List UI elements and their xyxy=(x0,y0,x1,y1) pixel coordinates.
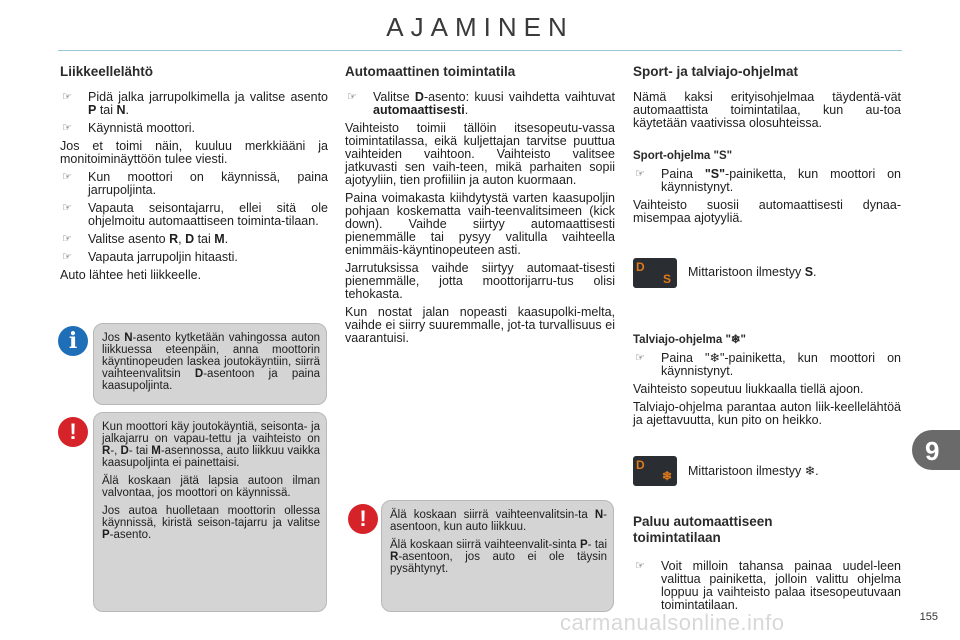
pointer-icon: ☞ xyxy=(62,251,72,263)
paragraph: Talviajo-ohjelma parantaa auton liik-keellelähtöä ja ajettavuutta, kun pito on heikko. xyxy=(633,400,901,427)
pointer-icon: ☞ xyxy=(347,91,357,103)
column-1 xyxy=(60,64,328,287)
paragraph: Kun nostat jalan nopeasti kaasupolki-melta, vaihde ei siirry suuremmalle, jot-ta turvallisuus ei vaarantuisi. xyxy=(345,305,615,345)
section-heading-programs: Sport- ja talviajo-ohjelmat xyxy=(633,64,799,79)
chapter-number: 9 xyxy=(925,436,940,466)
pointer-icon: ☞ xyxy=(635,560,645,572)
paragraph: Vaihteisto sopeutuu liukkaalla tiellä ajoon. xyxy=(633,382,864,396)
snowflake-icon: ❄ xyxy=(662,469,673,483)
column-3-return xyxy=(633,514,901,617)
paragraph: Nämä kaksi erityisohjelmaa täydentä-vät automaattista toimintatilaa, kun au-toa käytetään vaativissa olosuhteissa. xyxy=(633,90,901,130)
list-item: ☞ Vapauta jarrupoljin hitaasti. xyxy=(62,250,238,264)
pointer-icon: ☞ xyxy=(62,91,72,103)
list-item: ☞ Paina "❄"-painiketta, kun moottori on käynnistynyt. xyxy=(635,351,901,378)
steps-list-a xyxy=(60,91,328,135)
warning-text: Älä koskaan siirrä vaihteenvalit-sinta P- tai R-asentoon, jos auto ei ole täysin pysähtynyt. xyxy=(390,539,608,575)
list-item: ☞ Käynnistä moottori. xyxy=(62,121,195,135)
pointer-icon: ☞ xyxy=(635,168,645,180)
section-heading-automatic: Automaattinen toimintatila xyxy=(345,64,516,79)
pointer-icon: ☞ xyxy=(62,202,72,214)
subheading-winter: Talviajo-ohjelma "❄" xyxy=(633,334,746,346)
sport-indicator-icon xyxy=(633,258,677,288)
list-item: ☞ Valitse D-asento: kuusi vaihdetta vaihtuvat automaattisesti. xyxy=(347,90,615,117)
section-heading-start: Liikkeellelähtö xyxy=(60,64,154,79)
paragraph: Vaihteisto suosii automaattisesti dynaa-misempaa ajotyyliä. xyxy=(633,198,901,225)
page-title: AJAMINEN xyxy=(386,12,574,42)
warning-text: Älä koskaan siirrä vaihteenvalitsin-ta N-asentoon, kun auto liikkuu. xyxy=(390,509,607,533)
steps-list xyxy=(345,91,615,117)
pointer-icon: ☞ xyxy=(62,233,72,245)
sport-letter: S xyxy=(663,272,672,286)
column-2 xyxy=(345,64,615,350)
warning-icon: ! xyxy=(348,504,378,534)
list-item: ☞ Voit milloin tahansa painaa uudel-leen valittua painiketta, jolloin valittu ohjelma loppuu ja vaihteisto palaa itsesopeutuvaan toimintatilaan. xyxy=(635,559,901,612)
list-item: ☞ Valitse asento R, D tai M. xyxy=(62,232,229,246)
paragraph: Auto lähtee heti liikkeelle. xyxy=(60,268,202,282)
list-item: ☞ Kun moottori on käynnissä, paina jarrupoljinta. xyxy=(62,170,328,197)
winter-indicator-caption: Mittaristoon ilmestyy ❄. xyxy=(688,464,819,478)
list-item: ☞ Pidä jalka jarrupolkimella ja valitse asento P tai N. xyxy=(62,90,328,117)
page-number: 155 xyxy=(919,611,938,623)
paragraph: Jos et toimi näin, kuuluu merkkiääni ja monitoiminäyttöön tulee viesti. xyxy=(60,139,328,166)
info-icon: i xyxy=(58,326,88,356)
warning-box-start xyxy=(93,412,327,612)
watermark: carmanualsonline.info xyxy=(560,610,785,635)
section-heading-return: Paluu automaattiseen toimintatilaan xyxy=(633,514,773,545)
list-item: ☞ Vapauta seisontajarru, ellei sitä ole ohjelmoitu automaattiseen toiminta-tilaan. xyxy=(62,201,328,228)
snowflake-indicator-icon xyxy=(633,456,677,486)
warning-box-automatic xyxy=(381,500,614,612)
warning-text: Jos autoa huolletaan moottorin ollessa käynnissä, kiristä seison-tajarru ja valitse P-asento. xyxy=(102,505,320,541)
steps-list-b xyxy=(60,171,328,264)
steps-list xyxy=(633,352,901,378)
gear-display-d: D xyxy=(636,458,645,472)
column-3-winter xyxy=(633,322,901,432)
warning-text: Kun moottori käy joutokäyntiä, seisonta- ja jalkajarru on vapau-tettu ja vaihteisto on R-, D- tai M-asennossa, auto liikkuu vaikka kaasupoljinta ei painettaisi. xyxy=(102,421,320,469)
warning-icon: ! xyxy=(58,417,88,447)
pointer-icon: ☞ xyxy=(635,352,645,364)
paragraph: Jarrutuksissa vaihde siirtyy automaat-tisesti pienemmälle, jotta moottorijarru-tus olisi tehokasta. xyxy=(345,261,615,301)
steps-list xyxy=(633,560,901,612)
gear-display-d: D xyxy=(636,260,645,274)
info-box xyxy=(93,323,327,405)
warning-text: Älä koskaan jätä lapsia autoon ilman valvontaa, jos moottori on käynnissä. xyxy=(102,475,320,499)
subheading-sport: Sport-ohjelma "S" xyxy=(633,150,733,162)
column-3 xyxy=(633,64,901,230)
info-text: Jos N-asento kytketään vahingossa auton liikkuessa eteenpäin, anna moottorin käyntinopeuden laskea joutokäyntiin, siirrä vaihteenvalitsin D-asentoon ja paina kaasupoljinta. xyxy=(102,332,321,392)
paragraph: Vaihteisto toimii tällöin itsesopeutu-vassa toimintatilassa, eikä kuljettajan tarvitse puuttua vaihteiden vaihtoon. Vaihteisto valitsee jatkuvasti sen vaih-teen, mikä parhaiten sopii ajotyyliin, tien profiiliin ja auton kuormaan. xyxy=(345,121,615,187)
steps-list xyxy=(633,168,901,194)
list-item: ☞ Paina "S"-painiketta, kun moottori on käynnistynyt. xyxy=(635,167,901,194)
paragraph: Paina voimakasta kiihdytystä varten kaasupoljin pohjaan koskematta vaih-teenvalitsimeen (kick down). Vaihde siirtyy automaattisesti pienemmälle tai pysyy valitulla vaihteella enimmäis-käyntinopeuteen asti. xyxy=(345,191,615,257)
sport-indicator-caption: Mittaristoon ilmestyy S. xyxy=(688,265,817,279)
title-rule xyxy=(58,50,902,51)
pointer-icon: ☞ xyxy=(62,171,72,183)
pointer-icon: ☞ xyxy=(62,122,72,134)
